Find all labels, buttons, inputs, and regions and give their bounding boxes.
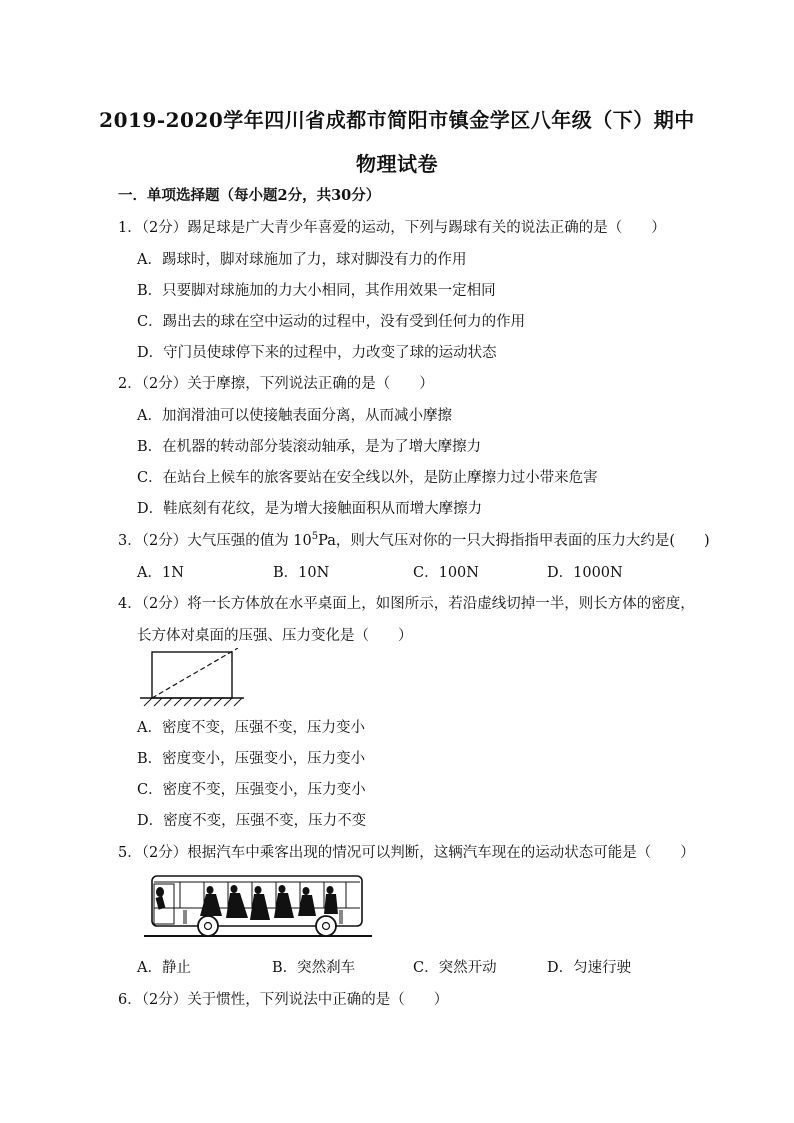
question-4-option-c: C．密度不变，压强变小，压力变小 xyxy=(137,782,366,798)
question-4-option-d: D．密度不变，压强不变，压力不变 xyxy=(137,813,367,829)
question-3-option-c: C．100N xyxy=(413,565,479,581)
question-2-option-c: C．在站台上候车的旅客要站在安全线以外，是防止摩擦力过小带来危害 xyxy=(137,470,598,486)
bus-front-wheel xyxy=(198,916,218,936)
question-3-stem-post: Pa，则大气压对你的一只大拇指指甲表面的压力大约是( ) xyxy=(318,533,710,549)
cut-dashed-line xyxy=(152,648,238,698)
question-3-exponent: 5 xyxy=(311,531,319,543)
question-5-stem: 5．（2分）根据汽车中乘客出现的情况可以判断，这辆汽车现在的运动状态可能是（ ） xyxy=(118,845,695,861)
block-rectangle xyxy=(152,652,232,698)
question-5-option-c: C．突然开动 xyxy=(413,960,497,976)
question-5-options-row xyxy=(137,956,657,976)
question-2-option-d: D．鞋底刻有花纹，是为增大接触面积从而增大摩擦力 xyxy=(137,501,483,517)
table-hatching xyxy=(144,698,242,706)
question-3-stem-pre: 3．（2分）大气压强的值为 10 xyxy=(118,533,312,549)
page-title-line2: 物理试卷 xyxy=(356,152,438,176)
page-title-line1: 2019-2020学年四川省成都市简阳市镇金学区八年级（下）期中 xyxy=(99,108,695,132)
bus-rear-wheel xyxy=(316,916,336,936)
question-3-option-a: A．1N xyxy=(137,565,184,581)
question-1-option-a: A．踢球时，脚对球施加了力，球对脚没有力的作用 xyxy=(137,252,467,268)
question-1-option-b: B．只要脚对球施加的力大小相同，其作用效果一定相同 xyxy=(137,283,496,299)
question-4-block-figure xyxy=(140,648,250,708)
question-4-option-a: A．密度不变，压强不变，压力变小 xyxy=(137,720,365,736)
question-3-options-row xyxy=(137,561,657,581)
question-5-option-b: B．突然刹车 xyxy=(272,960,356,976)
question-2-stem: 2．（2分）关于摩擦，下列说法正确的是（ ） xyxy=(118,376,434,392)
question-5-option-d: D．匀速行驶 xyxy=(547,960,632,976)
question-5-bus-figure xyxy=(140,870,374,944)
question-6-stem: 6．（2分）关于惯性，下列说法中正确的是（ ） xyxy=(118,992,449,1008)
question-4-option-b: B．密度变小，压强变小，压力变小 xyxy=(137,751,366,767)
question-1-stem: 1．（2分）踢足球是广大青少年喜爱的运动，下列与踢球有关的说法正确的是（ ） xyxy=(118,220,666,236)
bus-passengers xyxy=(156,885,338,920)
question-3-stem xyxy=(118,529,710,550)
question-2-option-b: B．在机器的转动部分装滚动轴承，是为了增大摩擦力 xyxy=(137,439,482,455)
question-1-option-c: C．踢出去的球在空中运动的过程中，没有受到任何力的作用 xyxy=(137,314,526,330)
question-1-option-d: D．守门员使球停下来的过程中，力改变了球的运动状态 xyxy=(137,345,497,361)
question-2-option-a: A．加润滑油可以使接触表面分离，从而减小摩擦 xyxy=(137,408,452,424)
question-4-stem-line1: 4．（2分）将一长方体放在水平桌面上，如图所示，若沿虚线切掉一半，则长方体的密度， xyxy=(118,596,695,612)
question-4-stem-line2: 长方体对桌面的压强、压力变化是（ ） xyxy=(137,628,413,644)
section-heading: 一．单项选择题（每小题2分，共30分） xyxy=(118,187,381,204)
question-3-option-d: D．1000N xyxy=(547,565,623,581)
question-5-option-a: A．静止 xyxy=(137,960,191,976)
question-3-option-b: B．10N xyxy=(273,565,330,581)
